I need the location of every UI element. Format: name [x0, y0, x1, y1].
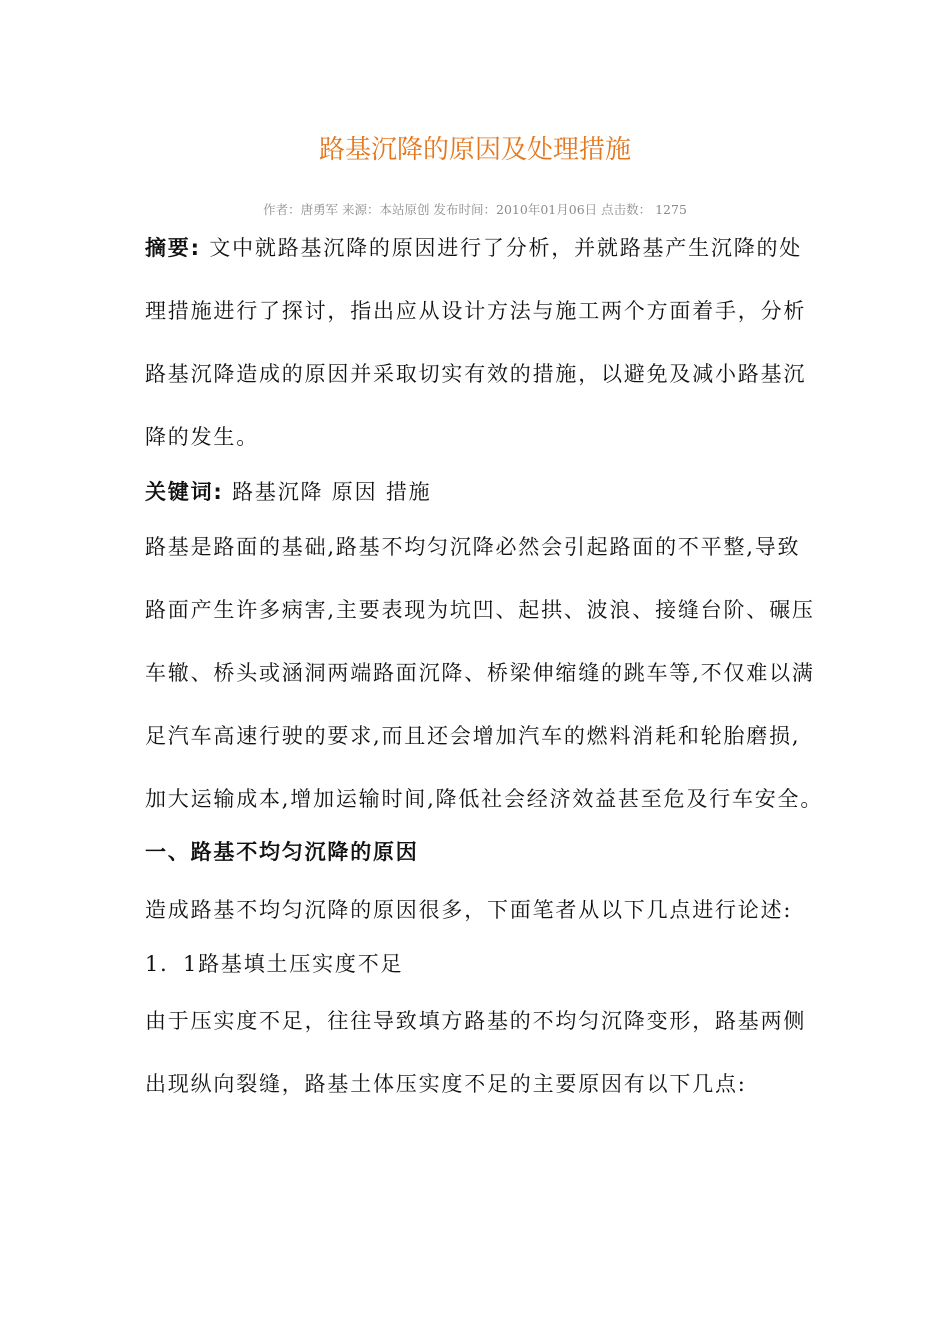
paragraph-line: 路基是路面的基础,路基不均匀沉降必然会引起路面的不平整,导致: [145, 535, 801, 559]
section-1-intro: [145, 890, 810, 930]
paragraph-line: 路面产生许多病害,主要表现为坑凹、起拱、波浪、接缝台阶、碾压: [145, 598, 815, 622]
article-meta: 作者：唐勇军 来源：本站原创 发布时间：2010年01月06日 点击数： 1275: [263, 202, 687, 217]
section-1-heading: 一、路基不均匀沉降的原因: [145, 840, 419, 864]
abstract-text: 文中就路基沉降的原因进行了分析，并就路基产生沉降的处: [209, 236, 803, 260]
paragraph-line: 车辙、桥头或涵洞两端路面沉降、桥梁伸缩缝的跳车等,不仅难以满: [145, 661, 815, 685]
paragraph-line: 由于压实度不足，往往导致填方路基的不均匀沉降变形，路基两侧: [145, 1009, 807, 1033]
paragraph-line: 加大运输成本,增加运输时间,降低社会经济效益甚至危及行车安全。: [145, 787, 824, 811]
intro-paragraph: [145, 527, 824, 842]
subsection-1-1-paragraph: [145, 1001, 810, 1127]
subsection-1-1-heading: 1．1路基填土压实度不足: [145, 952, 404, 976]
subsection-heading: [145, 944, 810, 984]
abstract-line: 理措施进行了探讨，指出应从设计方法与施工两个方面着手，分析: [145, 299, 807, 323]
section-heading: [145, 832, 810, 872]
abstract-line: 路基沉降造成的原因并采取切实有效的措施，以避免及减小路基沉: [145, 362, 807, 386]
abstract-line: 降的发生。: [145, 425, 259, 449]
keywords-text: 路基沉降 原因 措施: [232, 480, 432, 504]
paragraph-line: 造成路基不均匀沉降的原因很多，下面笔者从以下几点进行论述:: [145, 898, 793, 922]
abstract: [145, 228, 810, 480]
keywords-line: [145, 472, 810, 512]
abstract-label: 摘要:: [145, 236, 201, 260]
keywords-label: 关键词:: [145, 480, 224, 504]
document-title: 路基沉降的原因及处理措施: [318, 135, 631, 165]
paragraph-line: 出现纵向裂缝，路基土体压实度不足的主要原因有以下几点:: [145, 1072, 747, 1096]
paragraph-line: 足汽车高速行驶的要求,而且还会增加汽车的燃料消耗和轮胎磨损,: [145, 724, 801, 748]
keywords: [145, 472, 810, 512]
abstract-line: [145, 228, 810, 291]
